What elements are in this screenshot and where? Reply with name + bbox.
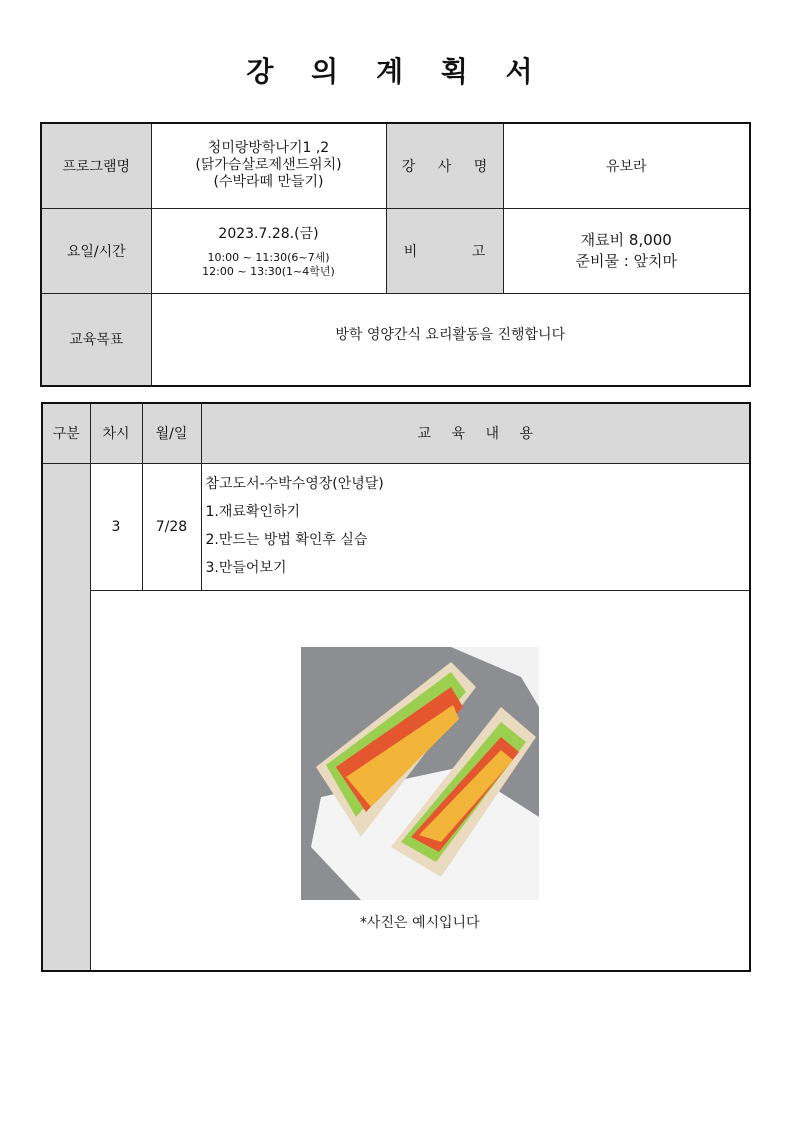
date-value: 2023.7.28.(금) xyxy=(218,225,319,242)
program-line: (닭가슴살로제샌드위치) xyxy=(195,157,342,174)
program-value xyxy=(151,123,386,208)
datetime-value xyxy=(151,208,386,293)
content-line: 2.만드는 방법 확인후 실습 xyxy=(205,531,368,548)
goal-value: 방학 영양간식 요리활동을 진행합니다 xyxy=(151,293,750,386)
content-line: 참고도서-수박수영장(안녕달) xyxy=(205,475,384,492)
datetime-label: 요일/시간 xyxy=(41,208,151,293)
info-table xyxy=(40,122,751,387)
note-value xyxy=(503,208,750,293)
program-line: 청미랑방학나기1 ,2 xyxy=(207,140,330,157)
schedule-table xyxy=(41,402,751,972)
teacher-value: 유보라 xyxy=(503,123,750,208)
content-line: 3.만들어보기 xyxy=(205,559,287,576)
program-line: (수박라떼 만들기) xyxy=(213,174,324,191)
category-cell xyxy=(42,463,90,971)
sandwich-illustration xyxy=(301,647,539,900)
header-content: 교 육 내 용 xyxy=(201,403,750,463)
goal-label: 교육목표 xyxy=(41,293,151,386)
program-label: 프로그램명 xyxy=(41,123,151,208)
session-cell: 3 xyxy=(90,463,142,590)
header-session: 차시 xyxy=(90,403,142,463)
note-line: 재료비 8,000 xyxy=(580,230,672,249)
time-line: 12:00 ~ 13:30(1~4학년) xyxy=(202,264,335,278)
photo-cell xyxy=(90,590,750,971)
header-category: 구분 xyxy=(42,403,90,463)
photo-caption: *사진은 예시입니다 xyxy=(359,914,480,931)
header-date: 월/일 xyxy=(142,403,201,463)
note-line: 준비물 : 앞치마 xyxy=(575,251,678,270)
date-cell: 7/28 xyxy=(142,463,201,590)
time-line: 10:00 ~ 11:30(6~7세) xyxy=(207,250,330,264)
sandwich-photo xyxy=(301,647,539,900)
content-cell xyxy=(201,463,750,590)
note-label: 비 고 xyxy=(386,208,503,293)
page-title: 강 의 계 획 서 xyxy=(246,55,547,88)
teacher-label: 강 사 명 xyxy=(386,123,503,208)
content-line: 1.재료확인하기 xyxy=(205,503,301,520)
